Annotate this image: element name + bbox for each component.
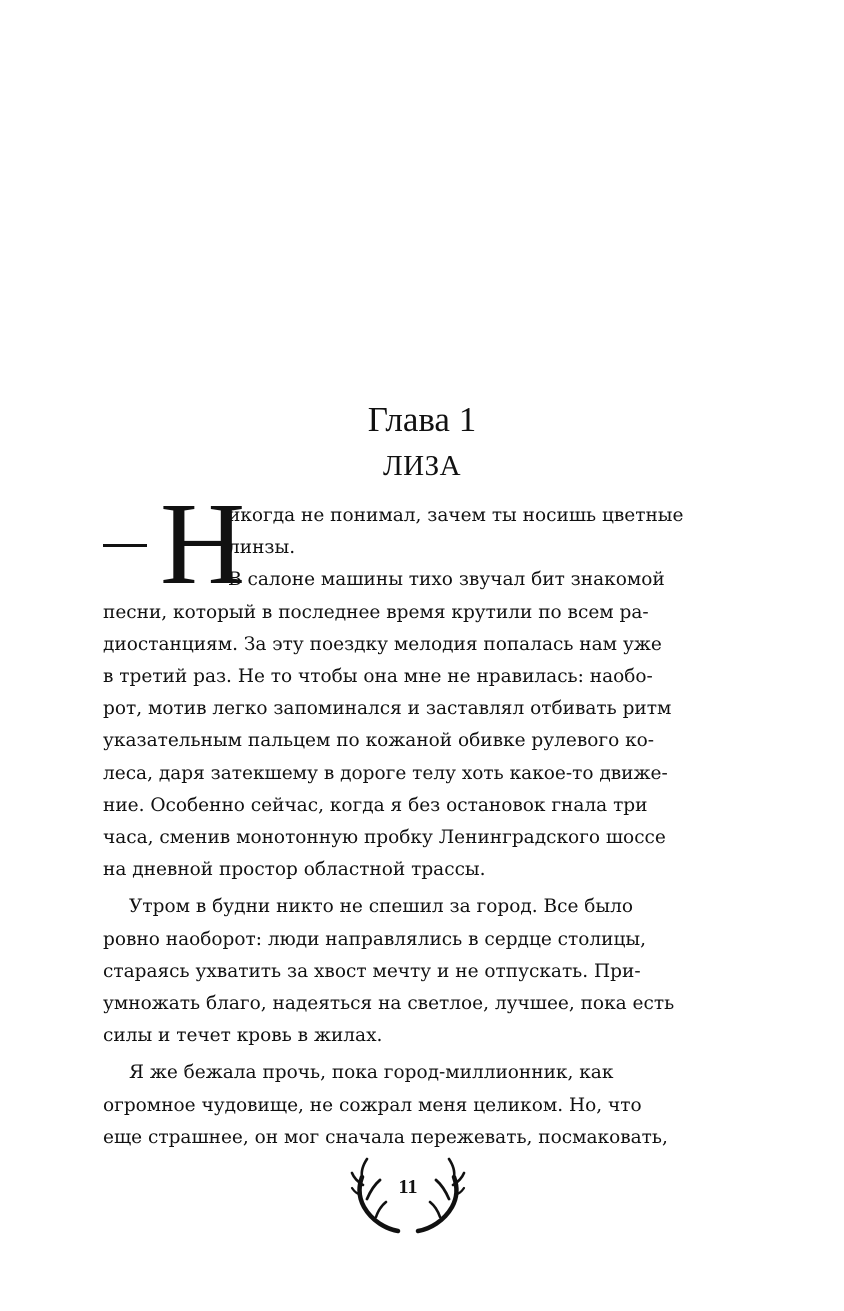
text-line: ние. Особенно сейчас, когда я без остановок гнала три	[103, 794, 648, 816]
text-line: силы и течет кровь в жилах.	[103, 1025, 383, 1047]
text-line: огромное чудовище, не сожрал меня целиком. Но, что	[103, 1094, 642, 1116]
text-line: Утром в будни никто не спешил за город. Все было	[129, 896, 634, 918]
em-dash	[103, 544, 147, 547]
text-line: В салоне машины тихо звучал бит знакомой	[228, 569, 665, 591]
text-line: Я же бежала прочь, пока город-миллионник, как	[129, 1062, 614, 1084]
text-line: еще страшнее, он мог сначала пережевать, посмаковать,	[103, 1126, 668, 1148]
chapter-title: ЛИЗА	[382, 450, 462, 482]
text-line: в третий раз. Не то чтобы она мне не нравилась: наобо-	[103, 666, 653, 688]
text-line: рот, мотив легко запоминался и заставлял отбивать ритм	[103, 698, 672, 720]
page-number: 11	[398, 1176, 418, 1198]
page-footer	[350, 1155, 466, 1235]
text-line: указательным пальцем по кожаной обивке рулевого ко-	[103, 730, 655, 752]
paragraph-2	[103, 891, 715, 1052]
text-line: ровно наоборот: люди направлялись в сердце столицы,	[103, 928, 646, 950]
text-line: диостанциям. За эту поездку мелодия попалась нам уже	[103, 633, 662, 655]
text-line: умножать благо, надеяться на светлое, лучшее, пока есть	[103, 993, 675, 1015]
text-line: линзы.	[228, 537, 296, 559]
drop-cap: Н	[160, 478, 246, 609]
paragraph-1	[103, 478, 715, 886]
paragraph-3	[103, 1057, 715, 1154]
text-line: икогда не понимал, зачем ты носишь цветные	[228, 505, 684, 526]
text-line: на дневной простор областной трассы.	[103, 859, 486, 881]
body-text	[103, 478, 715, 1154]
chapter-number: Глава 1	[367, 400, 477, 439]
text-line: часа, сменив монотонную пробку Ленинградского шоссе	[103, 827, 666, 849]
text-line: леса, даря затекшему в дороге телу хоть какое-то движе-	[103, 762, 668, 784]
text-line: песни, который в последнее время крутили по всем ра-	[103, 601, 649, 623]
text-line: стараясь ухватить за хвост мечту и не отпускать. При-	[103, 960, 641, 982]
